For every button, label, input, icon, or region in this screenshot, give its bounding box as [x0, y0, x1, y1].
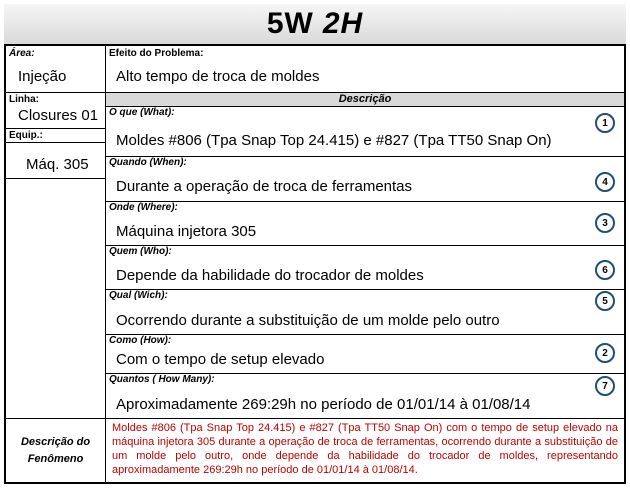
- divider-fenomeno: [6, 418, 624, 419]
- divider-who: [106, 289, 624, 290]
- title-5w: 5W: [266, 7, 314, 40]
- fenomeno-label: [6, 434, 105, 468]
- divider-equip-label: [6, 142, 106, 143]
- who-value: Depende da habilidade do trocador de moldes: [116, 267, 424, 284]
- what-value: Moldes #806 (Tpa Snap Top 24.415) e #827 (Tpa TT50 Snap On): [116, 132, 552, 149]
- form-5w2h: [4, 44, 626, 484]
- descricao-header: [106, 92, 624, 106]
- descricao-header-text: Descrição: [338, 93, 392, 105]
- what-label: O que (What):: [109, 107, 175, 118]
- which-badge: 5: [595, 291, 615, 311]
- area-value: Injeção: [18, 68, 67, 85]
- where-label: Onde (Where):: [109, 202, 178, 213]
- how-many-badge: 7: [595, 376, 615, 396]
- when-value: Durante a operação de troca de ferramentas: [116, 178, 413, 195]
- how-many-value: Aproximadamente 269:29h no período de 01/01/14 à 01/08/14: [116, 396, 531, 413]
- how-many-label: Quantos ( How Many):: [109, 374, 215, 385]
- divider-area: [6, 92, 106, 93]
- who-badge: 6: [595, 260, 615, 280]
- divider-which: [106, 334, 624, 335]
- where-value: Máquina injetora 305: [116, 223, 257, 240]
- fenomeno-divider: [105, 418, 106, 484]
- divider-equip: [6, 178, 106, 179]
- title-2h: 2H: [322, 7, 364, 40]
- divider-efeito: [106, 92, 624, 93]
- which-label: Qual (Wich):: [109, 290, 168, 301]
- how-badge: 2: [595, 343, 615, 363]
- which-value: Ocorrendo durante a substituição de um molde pelo outro: [116, 312, 500, 329]
- fenomeno-text: Moldes #806 (Tpa Snap Top 24.415) e #827 (Tpa TT50 Snap On) com o tempo de setup elevado na máquina injetora 305 durante a operação de troca de ferramentas, ocorrendo durante a substituição de um molde pelo outro, onde depende da habilidade do trocador de moldes, representando aproximadamente 269:29h no período de 01/01/14 à 01/08/14.: [112, 422, 618, 476]
- how-label: Como (How):: [109, 335, 172, 346]
- how-value: Com o tempo de setup elevado: [116, 351, 325, 368]
- equip-value: Máq. 305: [26, 156, 89, 173]
- page-title: [4, 4, 626, 44]
- divider-descricao-header: [106, 106, 624, 107]
- efeito-value: Alto tempo de troca de moldes: [116, 68, 320, 85]
- when-badge: 4: [595, 172, 615, 192]
- equip-label: Equip.:: [9, 130, 43, 141]
- efeito-label: Efeito do Problema:: [109, 48, 204, 59]
- fenomeno-label-line2: Fenômeno: [27, 453, 84, 465]
- divider-where: [106, 245, 624, 246]
- linha-value: Closures 01: [18, 107, 99, 124]
- fenomeno-label-line1: Descrição do: [20, 436, 91, 448]
- when-label: Quando (When):: [109, 157, 187, 168]
- linha-label: Linha:: [9, 94, 39, 105]
- divider-when: [106, 201, 624, 202]
- who-label: Quem (Who):: [109, 246, 172, 257]
- area-label: Área:: [9, 48, 35, 59]
- where-badge: 3: [595, 213, 615, 233]
- what-badge: 1: [595, 113, 615, 133]
